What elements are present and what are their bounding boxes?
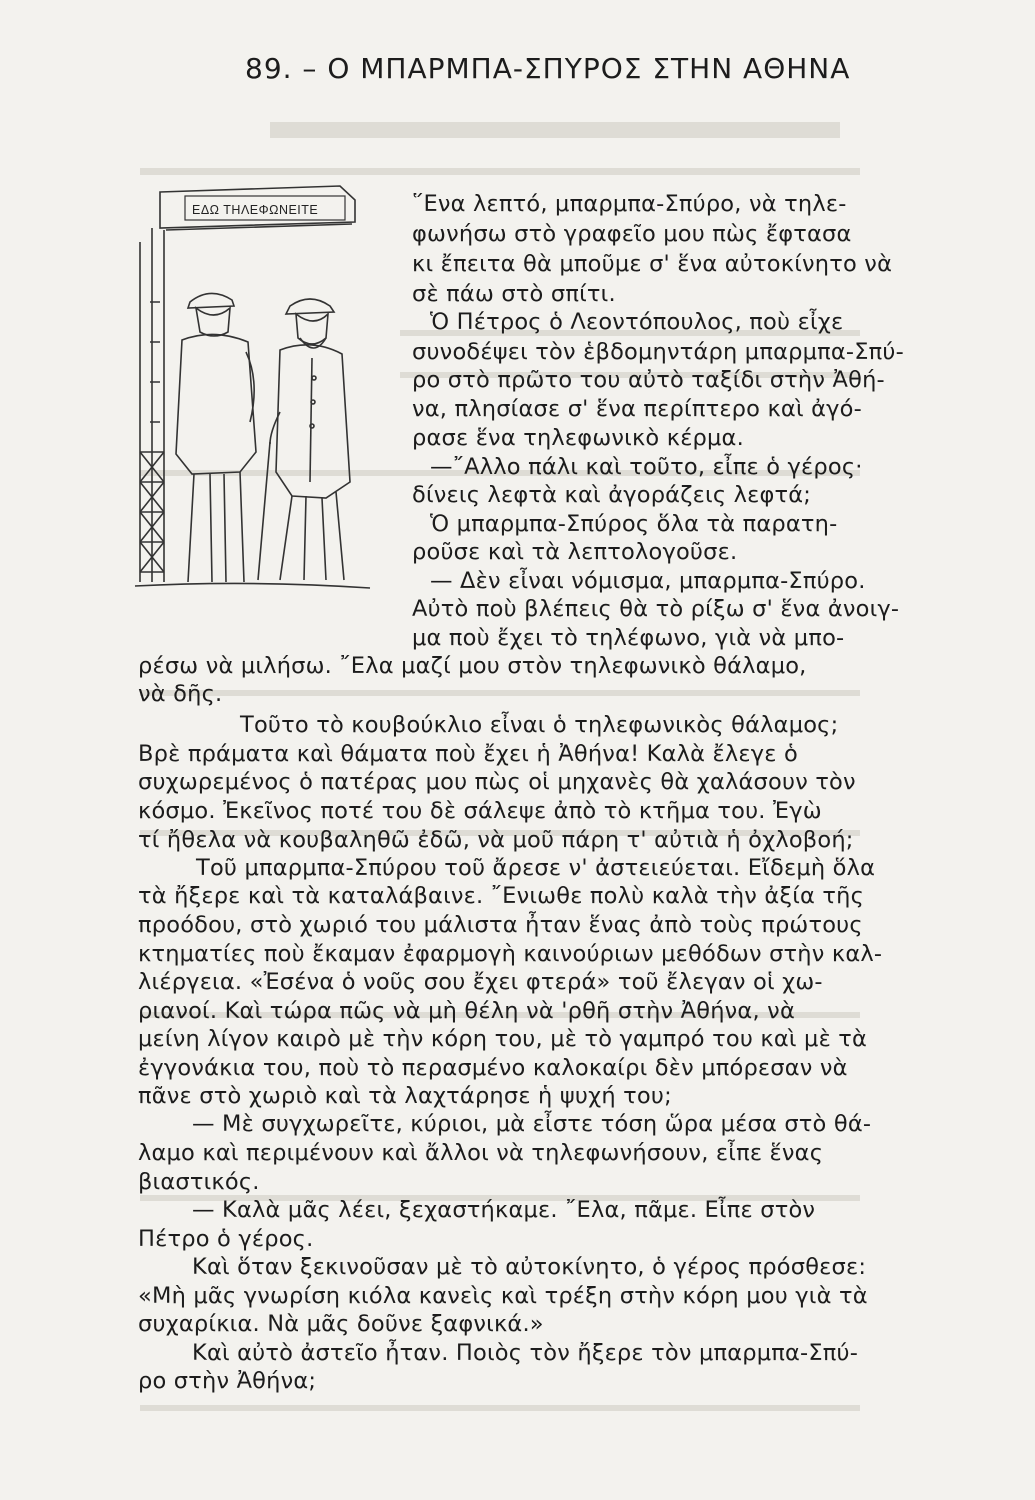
text-line: δίνεις λεφτὰ καὶ ἀγοράζεις λεφτά;: [412, 482, 812, 508]
text-line: —῎Αλλο πάλι καὶ τοῦτο, εἶπε ὁ γέρος·: [430, 454, 863, 480]
man-right-legs: [280, 492, 344, 580]
text-line: ρασε ἕνα τηλεφωνικὸ κέρμα.: [412, 425, 744, 451]
text-line: Αὐτὸ ποὺ βλέπεις θὰ τὸ ρίξω σ' ἕνα ἀνοιγ-: [412, 596, 900, 622]
text-line: κόσμο. Ἐκεῖνος ποτέ του δὲ σάλεψε ἀπὸ τὸ κτῆμα του. Ἐγὼ: [138, 798, 822, 824]
text-line: Ὁ μπαρμπα-Σπύρος ὅλα τὰ παρατη-: [430, 511, 838, 537]
text-line: μείνη λίγον καιρὸ μὲ τὴν κόρη του, μὲ τὸ γαμπρό του καὶ μὲ τὰ: [138, 1026, 868, 1052]
kiosk-illustration: [130, 182, 390, 602]
text-line: Τοῦτο τὸ κουβούκλιο εἶναι ὁ τηλεφωνικὸς θάλαμος;: [240, 712, 839, 738]
man-right-coat: [276, 345, 350, 498]
text-line: φωνήσω στὸ γραφεῖο μου πὼς ἔφτασα: [412, 221, 852, 247]
man-left-legs: [188, 472, 244, 582]
text-line: «Μὴ μᾶς γνωρίση κιόλα κανεὶς καὶ τρέξη στὴν κόρη μου γιὰ τὰ: [138, 1283, 868, 1309]
text-line: συνοδέψει τὸν ἑβδομηντάρη μπαρμπα-Σπύ-: [412, 339, 904, 365]
text-line: Καὶ αὐτὸ ἀστεῖο ἦταν. Ποιὸς τὸν ἤξερε τὸν μπαρμπα-Σπύ-: [192, 1340, 859, 1366]
text-line: συχωρεμένος ὁ πατέρας μου πὼς οἱ μηχανὲς θὰ χαλάσουν τὸν: [138, 769, 856, 795]
text-line: πᾶνε στὸ χωριὸ καὶ τὰ λαχτάρησε ἡ ψυχή του;: [138, 1083, 672, 1109]
text-line: — Μὲ συγχωρεῖτε, κύριοι, μὰ εἶστε τόση ὥρα μέσα στὸ θά-: [192, 1111, 872, 1137]
kiosk-sign: ΕΔΩ ΤΗΛΕΦΩΝΕΙΤΕ: [192, 203, 319, 217]
text-line: ἐγγονάκια του, ποὺ τὸ περασμένο καλοκαίρι δὲν μπόρεσαν νὰ: [138, 1055, 848, 1081]
page-title: 89. – Ο ΜΠΑΡΜΠΑ-ΣΠΥΡΟΣ ΣΤΗΝ ΑΘΗΝΑ: [245, 52, 851, 85]
text-line: ρο στὸ πρῶτο του αὐτὸ ταξίδι στὴν Ἀθή-: [412, 367, 885, 393]
text-line: να, πλησίασε σ' ἕνα περίπτερο καὶ ἀγό-: [412, 396, 862, 422]
text-line: Πέτρο ὁ γέρος.: [138, 1226, 314, 1252]
text-line: Καὶ ὅταν ξεκινοῦσαν μὲ τὸ αὐτοκίνητο, ὁ γέρος πρόσθεσε:: [192, 1254, 867, 1280]
man-right-hat: [286, 299, 334, 314]
text-line: Βρὲ πράματα καὶ θάματα ποὺ ἔχει ἡ Ἀθήνα! Καλὰ ἔλεγε ὁ: [138, 741, 798, 767]
text-line: βιαστικός.: [138, 1169, 260, 1195]
text-line: Ὁ Πέτρος ὁ Λεοντόπουλος, ποὺ εἶχε: [430, 309, 844, 335]
bleed-line: [140, 168, 860, 175]
text-line: νὰ δῆς.: [138, 681, 223, 707]
text-line: — Δὲν εἶναι νόμισμα, μπαρμπα-Σπύρο.: [430, 568, 866, 594]
text-line: ριανοί. Καὶ τώρα πῶς νὰ μὴ θέλη νὰ 'ρθῆ στὴν Ἀθήνα, νὰ: [138, 998, 795, 1024]
man-left-hat: [188, 293, 234, 308]
text-line: λιέργεια. «Ἐσένα ὁ νοῦς σου ἔχει φτερά» τοῦ ἔλεγαν οἱ χω-: [138, 969, 823, 995]
text-line: μα ποὺ ἔχει τὸ τηλέφωνο, γιὰ νὰ μπο-: [412, 625, 845, 651]
text-line: συχαρίκια. Νὰ μᾶς δοῦνε ξαφνικά.»: [138, 1311, 544, 1337]
bleed-line: [140, 690, 860, 696]
text-line: λαμο καὶ περιμένουν καὶ ἄλλοι νὰ τηλεφωνήσουν, εἶπε ἕνας: [138, 1140, 824, 1166]
text-line: σὲ πάω στὸ σπίτι.: [412, 281, 616, 307]
cane: [258, 442, 270, 580]
text-line: ροῦσε καὶ τὰ λεπτολογοῦσε.: [412, 539, 738, 565]
text-line: τί ἤθελα νὰ κουβαληθῶ ἐδῶ, νὰ μοῦ πάρη τ' αὐτιὰ ἡ ὀχλοβοή;: [138, 827, 854, 853]
text-line: Τοῦ μπαρμπα-Σπύρου τοῦ ἄρεσε ν' ἀστειεύεται. Εἴδεμὴ ὅλα: [196, 855, 876, 881]
text-line: κτηματίες ποὺ ἔκαμαν ἐφαρμογὴ καινούριων μεθόδων στὴν καλ-: [138, 941, 883, 967]
ground-line: [135, 583, 370, 588]
text-line: ρέσω νὰ μιλήσω. ῎Ελα μαζί μου στὸν τηλεφωνικὸ θάλαμο,: [138, 653, 807, 679]
text-line: — Καλὰ μᾶς λέει, ξεχαστήκαμε. ῎Ελα, πᾶμε. Εἶπε στὸν: [192, 1197, 816, 1223]
text-line: προόδου, στὸ χωριό του μάλιστα ἦταν ἕνας ἀπὸ τοὺς πρώτους: [138, 912, 863, 938]
text-line: κι ἔπειτα θὰ μποῦμε σ' ἕνα αὐτοκίνητο νὰ: [412, 251, 893, 277]
bleed-line: [270, 122, 840, 138]
text-line: ῞Ενα λεπτό, μπαρμπα-Σπύρο, νὰ τηλε-: [412, 191, 847, 217]
bleed-line: [140, 1405, 860, 1411]
man-left-coat: [176, 334, 256, 474]
man-left-head: [196, 308, 230, 336]
text-line: τὰ ἤξερε καὶ τὰ καταλάβαινε. ῎Ενιωθε πολὺ καλὰ τὴν ἀξία τῆς: [138, 883, 865, 909]
text-line: ρο στὴν Ἀθήνα;: [138, 1368, 317, 1394]
